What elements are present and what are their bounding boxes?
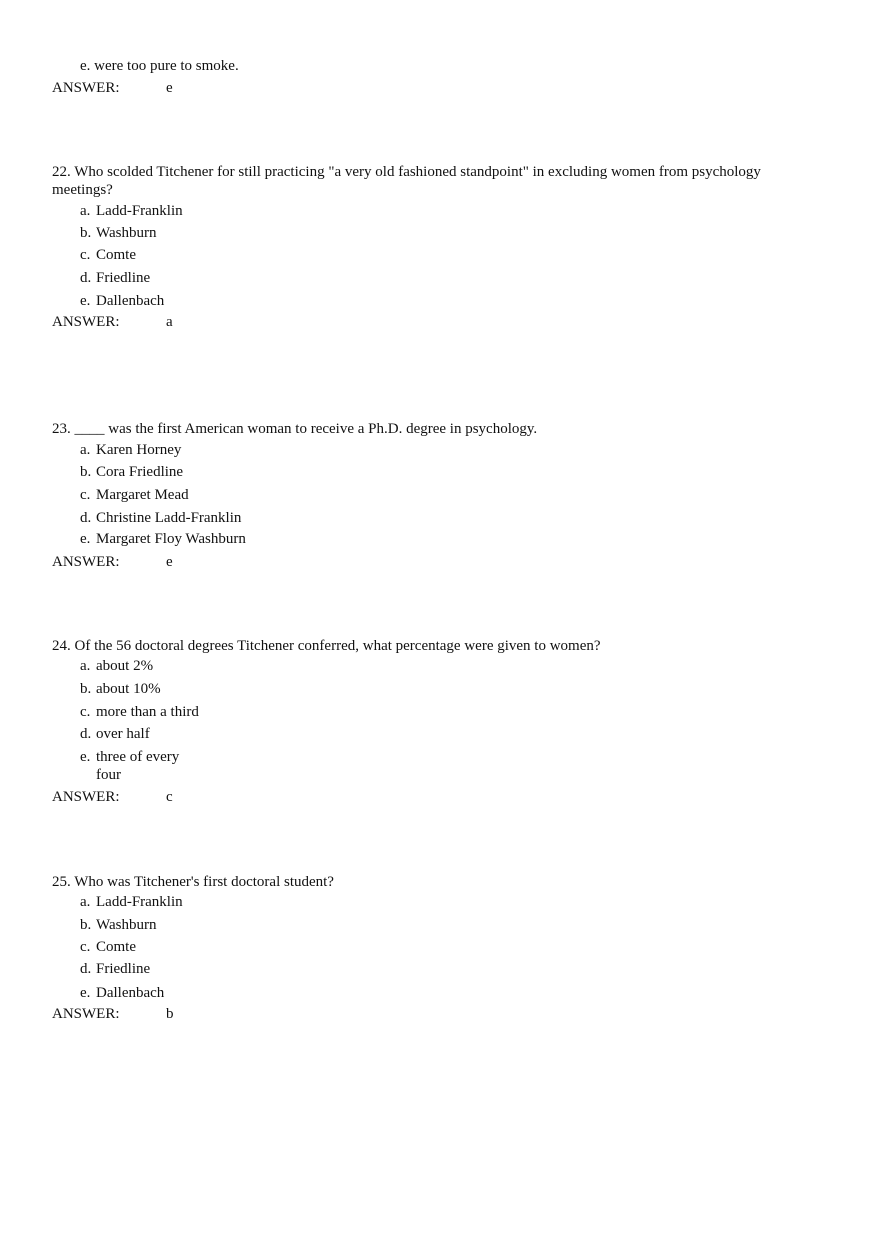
question-25-text: 25. Who was Titchener's first doctoral student? xyxy=(52,874,334,890)
option-letter: c. xyxy=(80,247,91,263)
question-24-option-b xyxy=(80,680,161,698)
option-text: Dallenbach xyxy=(96,985,165,1001)
question-23-option-d xyxy=(80,509,241,527)
question-24-option-e xyxy=(80,748,191,784)
question-22-option-c xyxy=(80,246,136,264)
question-25-option-b xyxy=(80,916,156,934)
question-25-option-a xyxy=(80,893,183,911)
question-22-option-e xyxy=(80,292,164,310)
answer-label: ANSWER: xyxy=(52,314,120,330)
option-text: Ladd-Franklin xyxy=(96,894,183,910)
option-text: Cora Friedline xyxy=(96,464,184,480)
option-letter: b. xyxy=(80,917,92,933)
option-letter: e. xyxy=(80,749,91,765)
question-23-text: 23. ____ was the first American woman to receive a Ph.D. degree in psychology. xyxy=(52,421,538,437)
option-text: three of every four xyxy=(96,749,180,783)
question-22-option-d xyxy=(80,269,150,287)
option-text: Comte xyxy=(96,247,136,263)
question-23-answer xyxy=(52,553,173,571)
option-letter: d. xyxy=(80,961,92,977)
question-24-answer xyxy=(52,788,173,806)
option-letter: d. xyxy=(80,726,92,742)
prev-question-option-e xyxy=(80,57,239,75)
answer-label: ANSWER: xyxy=(52,80,120,96)
option-text: Friedline xyxy=(96,961,151,977)
question-23-option-e xyxy=(80,530,246,548)
answer-label: ANSWER: xyxy=(52,789,120,805)
answer-value: e xyxy=(166,80,173,96)
option-text: over half xyxy=(96,726,150,742)
option-text: Christine Ladd-Franklin xyxy=(96,510,242,526)
option-letter: c. xyxy=(80,704,91,720)
option-text: Karen Horney xyxy=(96,442,182,458)
question-23-option-a xyxy=(80,441,181,459)
option-text: about 10% xyxy=(96,681,161,697)
option-letter: a. xyxy=(80,203,91,219)
answer-label: ANSWER: xyxy=(52,554,120,570)
option-text: Washburn xyxy=(96,225,157,241)
question-22-text: 22. Who scolded Titchener for still practicing "a very old fashioned standpoint" in excluding women from psychology meetings? xyxy=(52,164,761,198)
question-25-option-d xyxy=(80,960,150,978)
option-letter: e. xyxy=(80,293,91,309)
question-22-option-a xyxy=(80,202,183,220)
option-text: Dallenbach xyxy=(96,293,165,309)
option-text: about 2% xyxy=(96,658,154,674)
option-text: more than a third xyxy=(96,704,199,720)
option-letter: e. xyxy=(80,985,91,1001)
option-letter: a. xyxy=(80,894,91,910)
option-letter: c. xyxy=(80,487,91,503)
option-letter: b. xyxy=(80,681,92,697)
option-text: Washburn xyxy=(96,917,157,933)
option-letter: b. xyxy=(80,464,92,480)
question-24-text: 24. Of the 56 doctoral degrees Titchener conferred, what percentage were given to women? xyxy=(52,638,601,654)
option-text: Ladd-Franklin xyxy=(96,203,183,219)
question-22-option-b xyxy=(80,224,156,242)
option-letter: b. xyxy=(80,225,92,241)
question-22-answer xyxy=(52,313,173,331)
question-25-option-c xyxy=(80,938,136,956)
question-24-option-d xyxy=(80,725,150,743)
prev-question-answer xyxy=(52,79,173,97)
option-text: Margaret Mead xyxy=(96,487,189,503)
option-letter: e. xyxy=(80,531,91,547)
answer-value: e xyxy=(166,554,173,570)
option-letter: d. xyxy=(80,510,92,526)
option-text: Comte xyxy=(96,939,136,955)
answer-label: ANSWER: xyxy=(52,1006,120,1022)
question-24-option-c xyxy=(80,703,199,721)
option-letter: a. xyxy=(80,658,91,674)
answer-value: c xyxy=(166,789,173,805)
option-text: e. were too pure to smoke. xyxy=(80,58,239,74)
answer-value: a xyxy=(166,314,173,330)
question-23-option-c xyxy=(80,486,189,504)
question-23-option-b xyxy=(80,463,183,481)
question-25-option-e xyxy=(80,984,164,1002)
option-text: Friedline xyxy=(96,270,151,286)
question-25-answer xyxy=(52,1005,174,1023)
option-letter: d. xyxy=(80,270,92,286)
answer-value: b xyxy=(166,1006,174,1022)
option-letter: c. xyxy=(80,939,91,955)
option-text: Margaret Floy Washburn xyxy=(96,531,246,547)
question-24-option-a xyxy=(80,657,153,675)
option-letter: a. xyxy=(80,442,91,458)
